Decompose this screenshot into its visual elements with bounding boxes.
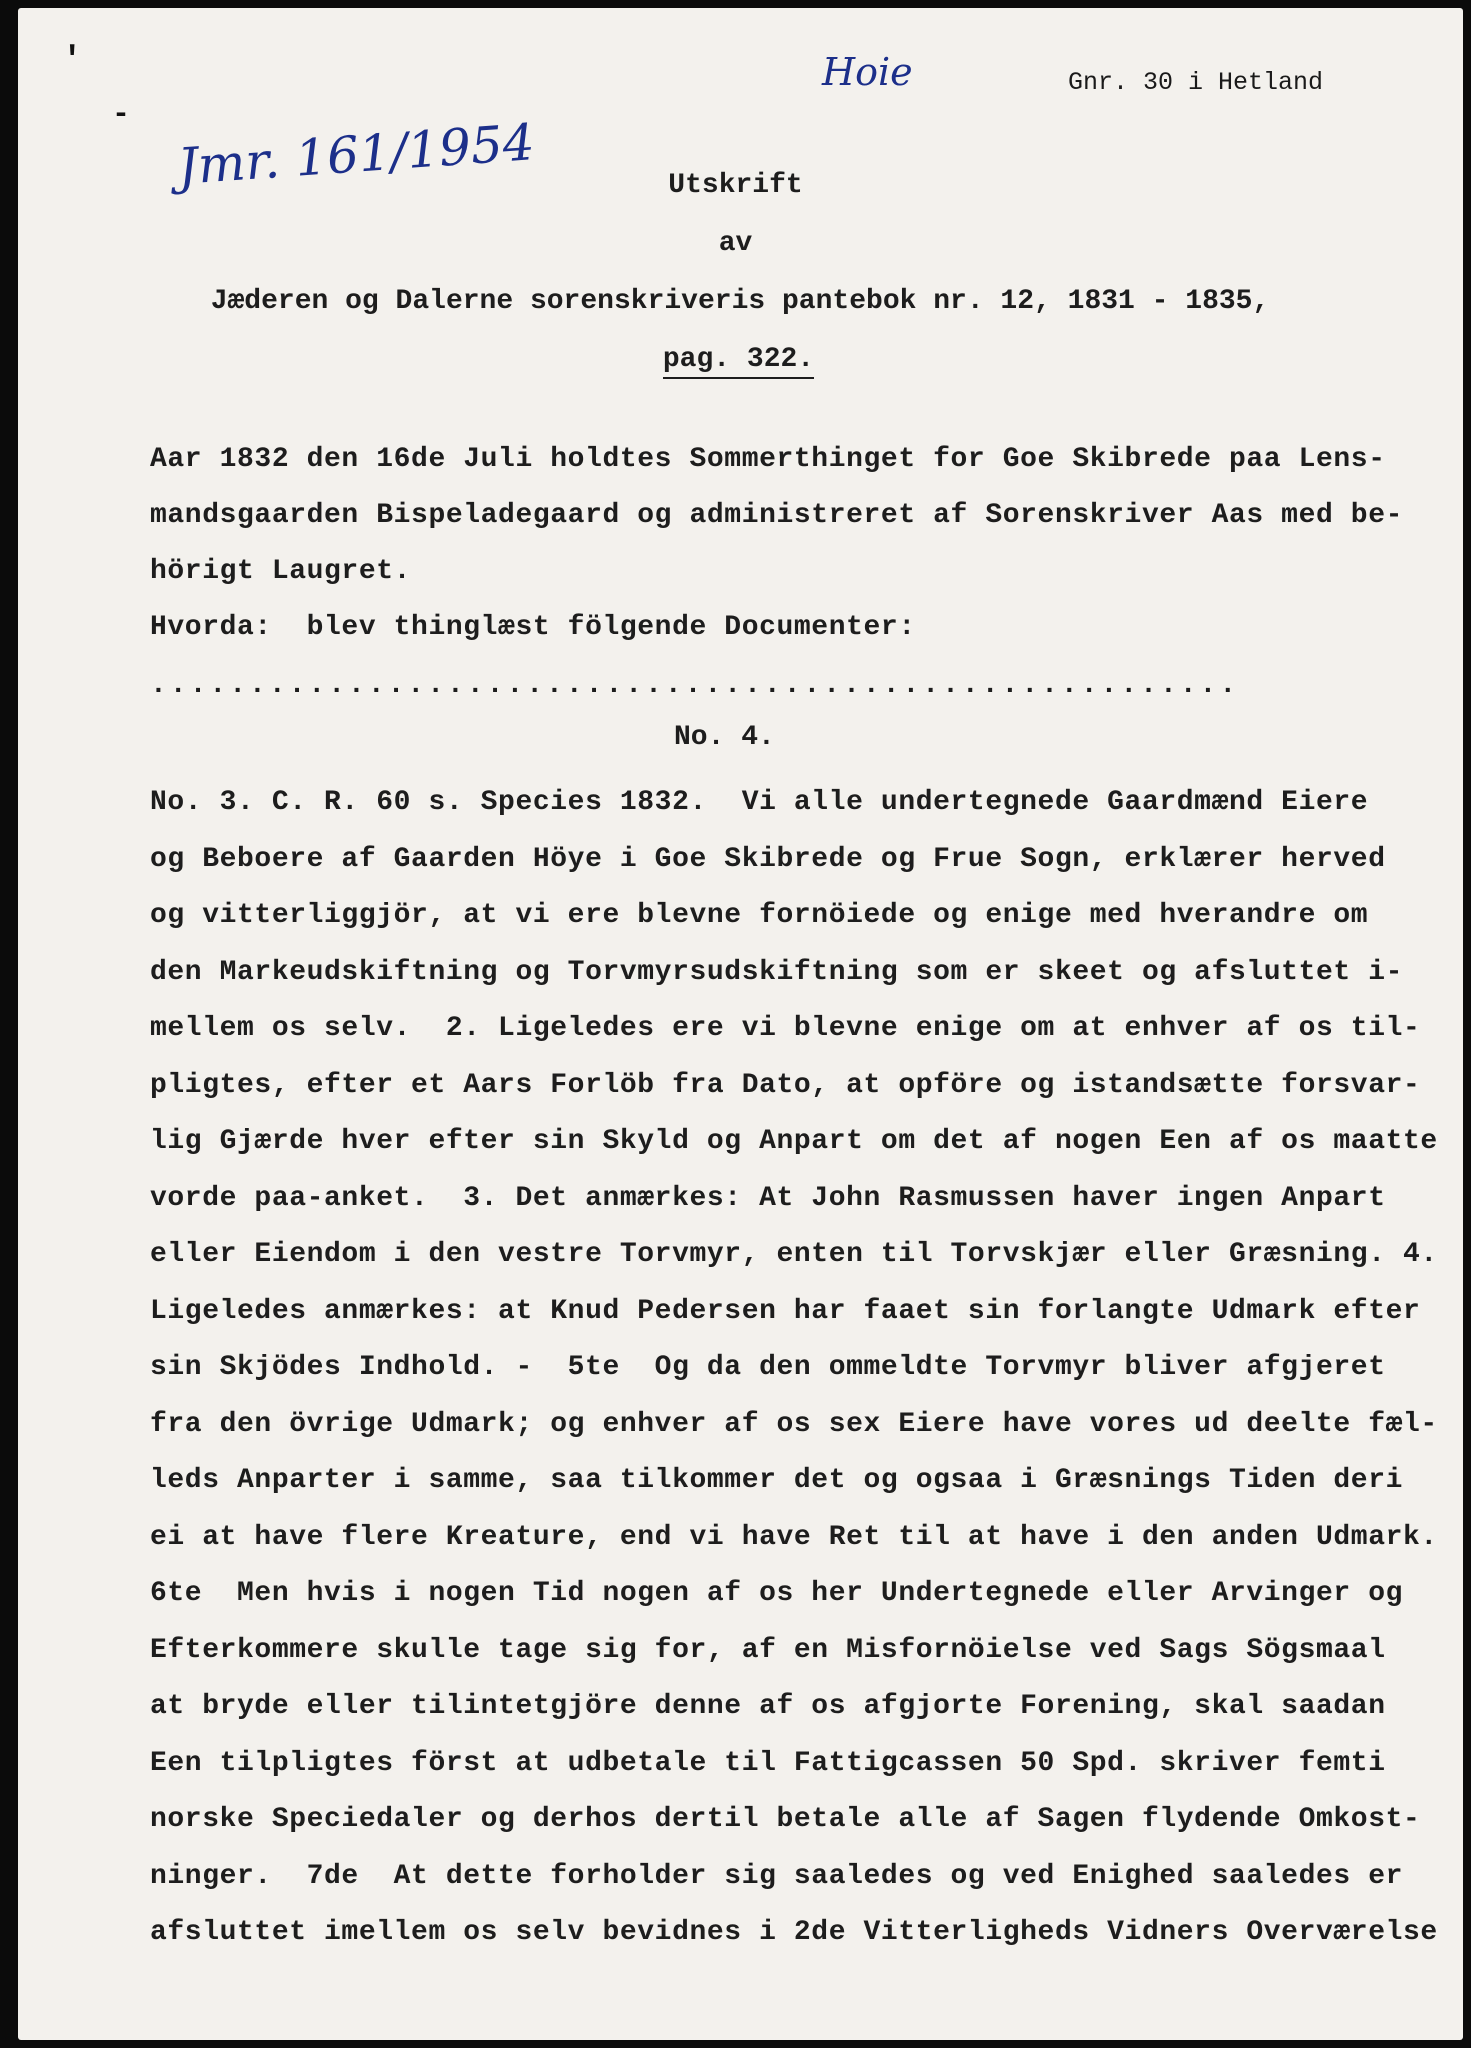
tick-mark: ' [62,42,83,80]
body-line: Efterkommere skulle tage sig for, af en Misfornöielse ved Sags Sögsmaal [150,1634,1386,1666]
intro-line: mandsgaarden Bispeladegaard og administreret af Sorenskriver Aas med be- [150,500,1403,531]
title-av: av [718,228,753,259]
body-line: vorde paa-anket. 3. Det anmærkes: At John Rasmussen haver ingen Anpart [150,1182,1386,1214]
body-line: afsluttet imellem os selv bevidnes i 2de Vitterligheds Vidners Overværelse [150,1917,1438,1948]
body-line: Een tilpligtes först at udbetale til Fattigcassen 50 Spd. skriver femti [150,1747,1386,1779]
title-utskrift: Utskrift [668,170,803,201]
intro-line: Aar 1832 den 16de Juli holdtes Sommerthinget for Goe Skibrede paa Lens- [150,444,1386,475]
body-line: mellem os selv. 2. Ligeledes ere vi blevne enige om at enhver af os til- [150,1013,1421,1044]
body-line: 6te Men hvis i nogen Tid nogen af os her Undertegnede eller Arvinger og [150,1578,1403,1609]
handwritten-reference: Jmr. 161/1954 [175,113,537,196]
body-line: og Beboere af Gaarden Höye i Goe Skibrede og Frue Sogn, erklærer herved [150,843,1386,875]
body-line: ninger. 7de At dette forholder sig saaledes og ved Enighed saaledes er [150,1860,1403,1892]
title-page-text: pag. 322. [663,344,814,379]
entry-heading: No. 4. [674,722,775,753]
intro-line: hörigt Laugret. [150,556,412,587]
title-page [0,344,1471,375]
body-line: leds Anparter i samme, saa tilkommer det og ogsaa i Græsnings Tiden deri [150,1465,1403,1496]
body-line: lig Gjærde hver efter sin Skyld og Anpart om det af nogen Een af os maatte [150,1126,1438,1157]
body-line: og vitterliggjör, at vi ere blevne fornöiede og enige med hverandre om [150,900,1369,931]
body-line: norske Speciedaler og derhos dertil betale alle af Sagen flydende Omkost- [150,1804,1421,1835]
body-line: ei at have flere Kreature, end vi have Ret til at have i den anden Udmark. [150,1521,1438,1553]
body-line: den Markeudskiftning og Torvmyrsudskiftning som er skeet og afsluttet i- [150,956,1403,988]
intro-line: Hvorda: blev thinglæst fölgende Documenter: [150,612,916,643]
dash-mark: - [112,98,131,132]
dotted-separator: ....................................................... [150,670,1240,701]
body-line: sin Skjödes Indhold. - 5te Og da den ommeldte Torvmyr bliver afgjeret [150,1352,1386,1383]
body-line: eller Eiendom i den vestre Torvmyr, enten til Torvskjær eller Græsning. 4. [150,1239,1438,1270]
title-source: Jæderen og Dalerne sorenskriveris pantebok nr. 12, 1831 - 1835, [210,286,1270,317]
body-line: Ligeledes anmærkes: at Knud Pedersen har faaet sin forlangte Udmark efter [150,1295,1421,1327]
body-line: pligtes, efter et Aars Forlöb fra Dato, at opföre og istandsætte forsvar- [150,1069,1421,1101]
body-line: at bryde eller tilintetgjöre denne af os afgjorte Forening, skal saadan [150,1691,1386,1722]
intro-paragraph [150,432,1410,656]
document-body [150,775,1438,1962]
body-line: fra den övrige Udmark; og enhver af os sex Eiere have vores ud deelte fæl- [150,1408,1438,1440]
body-line: No. 3. C. R. 60 s. Species 1832. Vi alle undertegnede Gaardmænd Eiere [150,787,1369,818]
handwritten-name: Hoie [822,50,913,94]
property-number: Gnr. 30 i Hetland [1068,68,1324,97]
